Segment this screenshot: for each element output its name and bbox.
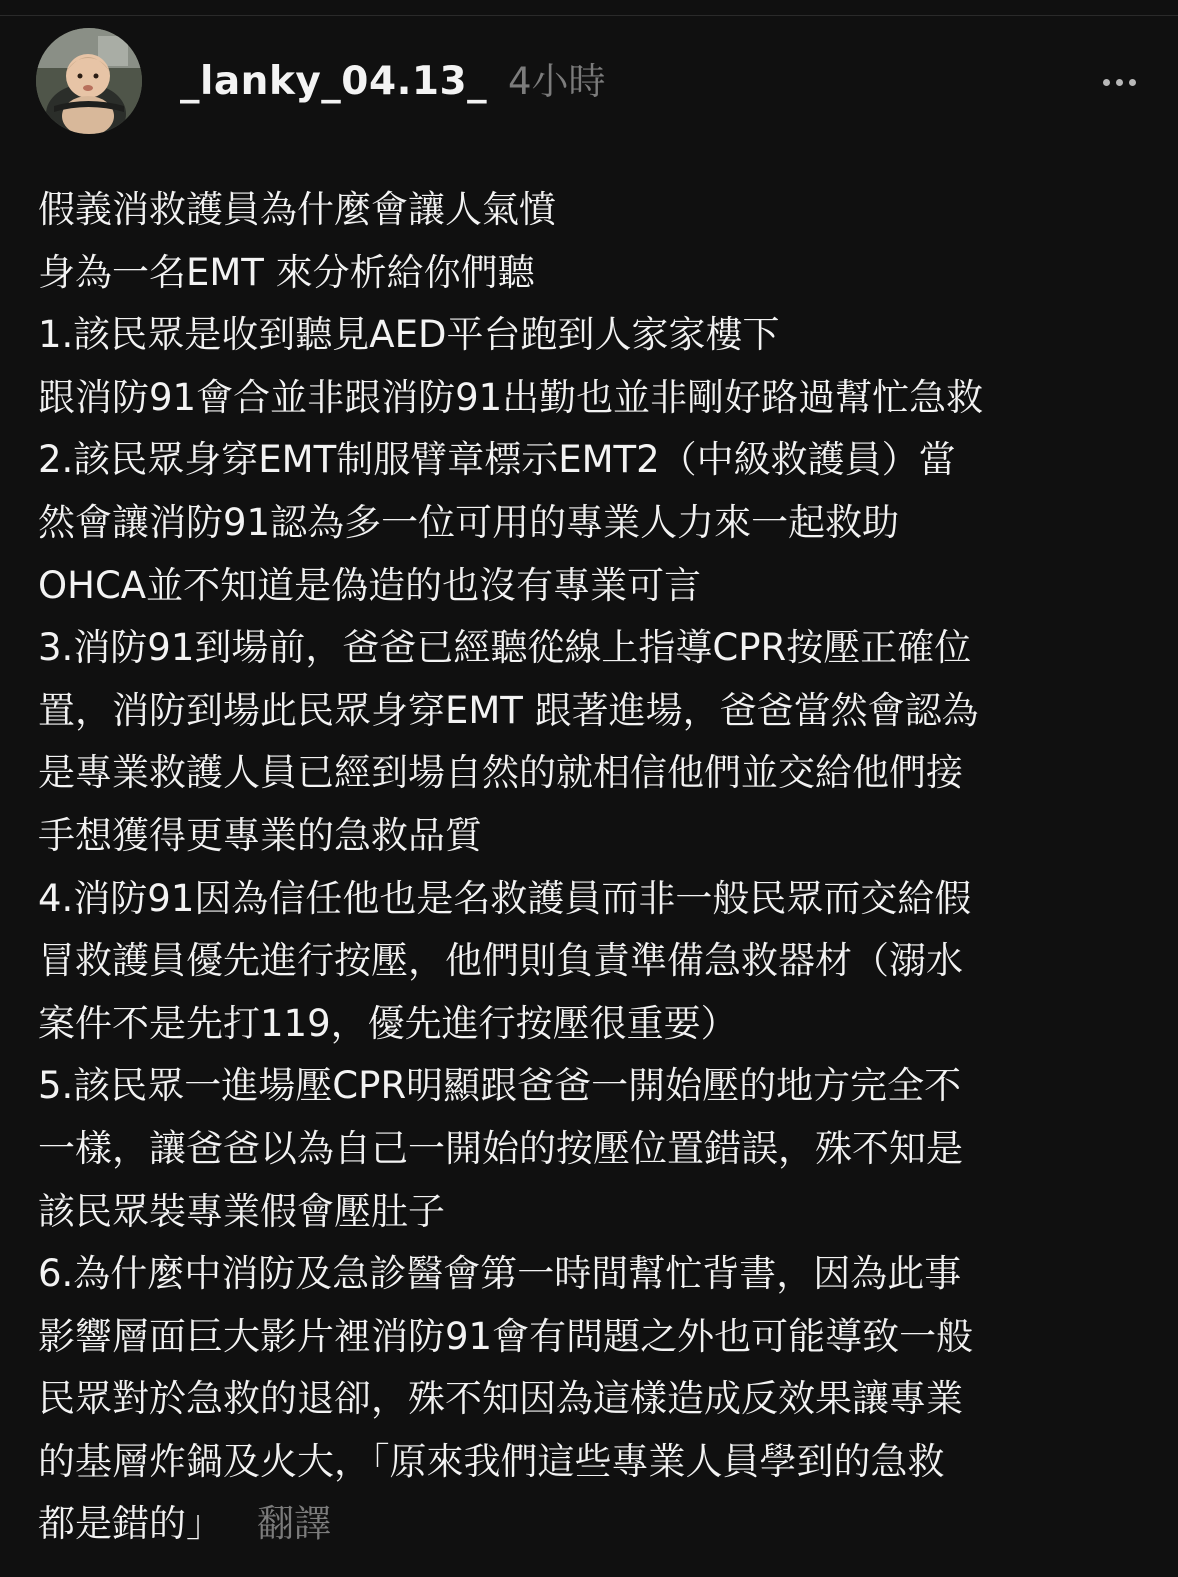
post-body [38, 179, 1142, 1556]
post-text-line: 假義消救護員為什麼會讓人氣憤 [38, 188, 556, 231]
more-horizontal-icon [1116, 79, 1123, 86]
post-text-line: 手想獲得更專業的急救品質 [38, 813, 482, 857]
post-text-line: 3.消防91到場前，爸爸已經聽從線上指導CPR按壓正確位 [38, 626, 972, 670]
post-text-line: 6.為什麼中消防及急診醫會第一時間幫忙背書，因為此事 [38, 1252, 962, 1296]
post-text-line: 民眾對於急救的退卻，殊不知因為這樣造成反效果讓專業 [38, 1377, 963, 1421]
post-text-line: 5.該民眾一進場壓CPR明顯跟爸爸一開始壓的地方完全不 [38, 1064, 962, 1108]
post-text-line: 是專業救護人員已經到場自然的就相信他們並交給他們接 [38, 751, 963, 795]
post-text-line: 4.消防91因為信任他也是名救護員而非一般民眾而交給假 [38, 876, 972, 920]
more-horizontal-icon [1103, 79, 1110, 86]
post-text-line: 置，消防到場此民眾身穿EMT 跟著進場，爸爸當然會認為 [38, 688, 979, 732]
post-text-line: 1.該民眾是收到聽見AED平台跑到人家家樓下 [38, 313, 780, 357]
avatar[interactable] [36, 28, 142, 134]
post-text-line: 影響層面巨大影片裡消防91會有問題之外也可能導致一般 [38, 1314, 974, 1358]
post-text-line: 該民眾裝專業假會壓肚子 [38, 1189, 445, 1233]
post-text-line: 身為一名EMT 來分析給你們聽 [38, 250, 535, 294]
post-text-line: OHCA並不知道是偽造的也沒有專業可言 [38, 563, 702, 607]
post-header [36, 28, 1142, 138]
post-text-last-line [38, 1493, 1142, 1556]
avatar-photo-icon [36, 28, 142, 134]
more-options-button[interactable] [1096, 62, 1142, 102]
username-link[interactable]: _lanky_04.13_ [180, 59, 488, 104]
post-card [0, 16, 1178, 1577]
post-text-line: 一樣，讓爸爸以為自己一開始的按壓位置錯誤，殊不知是 [38, 1126, 963, 1170]
top-divider [0, 0, 1178, 16]
post-text-line: 然會讓消防91認為多一位可用的專業人力來一起救助 [38, 500, 900, 544]
post-timestamp: 4小時 [508, 60, 606, 103]
translate-link[interactable]: 翻譯 [257, 1502, 331, 1546]
more-horizontal-icon [1129, 79, 1136, 86]
post-text-line: 2.該民眾身穿EMT制服臂章標示EMT2（中級救護員）當 [38, 438, 956, 482]
post-text-line: 的基層炸鍋及火大，「原來我們這些專業人員學到的急救 [38, 1439, 945, 1483]
post-text-line: 都是錯的」 [38, 1502, 223, 1546]
post-text-line: 案件不是先打119，優先進行按壓很重要） [38, 1001, 738, 1045]
post-text-line: 冒救護員優先進行按壓，他們則負責準備急救器材（溺水 [38, 939, 963, 983]
post-text-line: 跟消防91會合並非跟消防91出勤也並非剛好路過幫忙急救 [38, 375, 984, 419]
